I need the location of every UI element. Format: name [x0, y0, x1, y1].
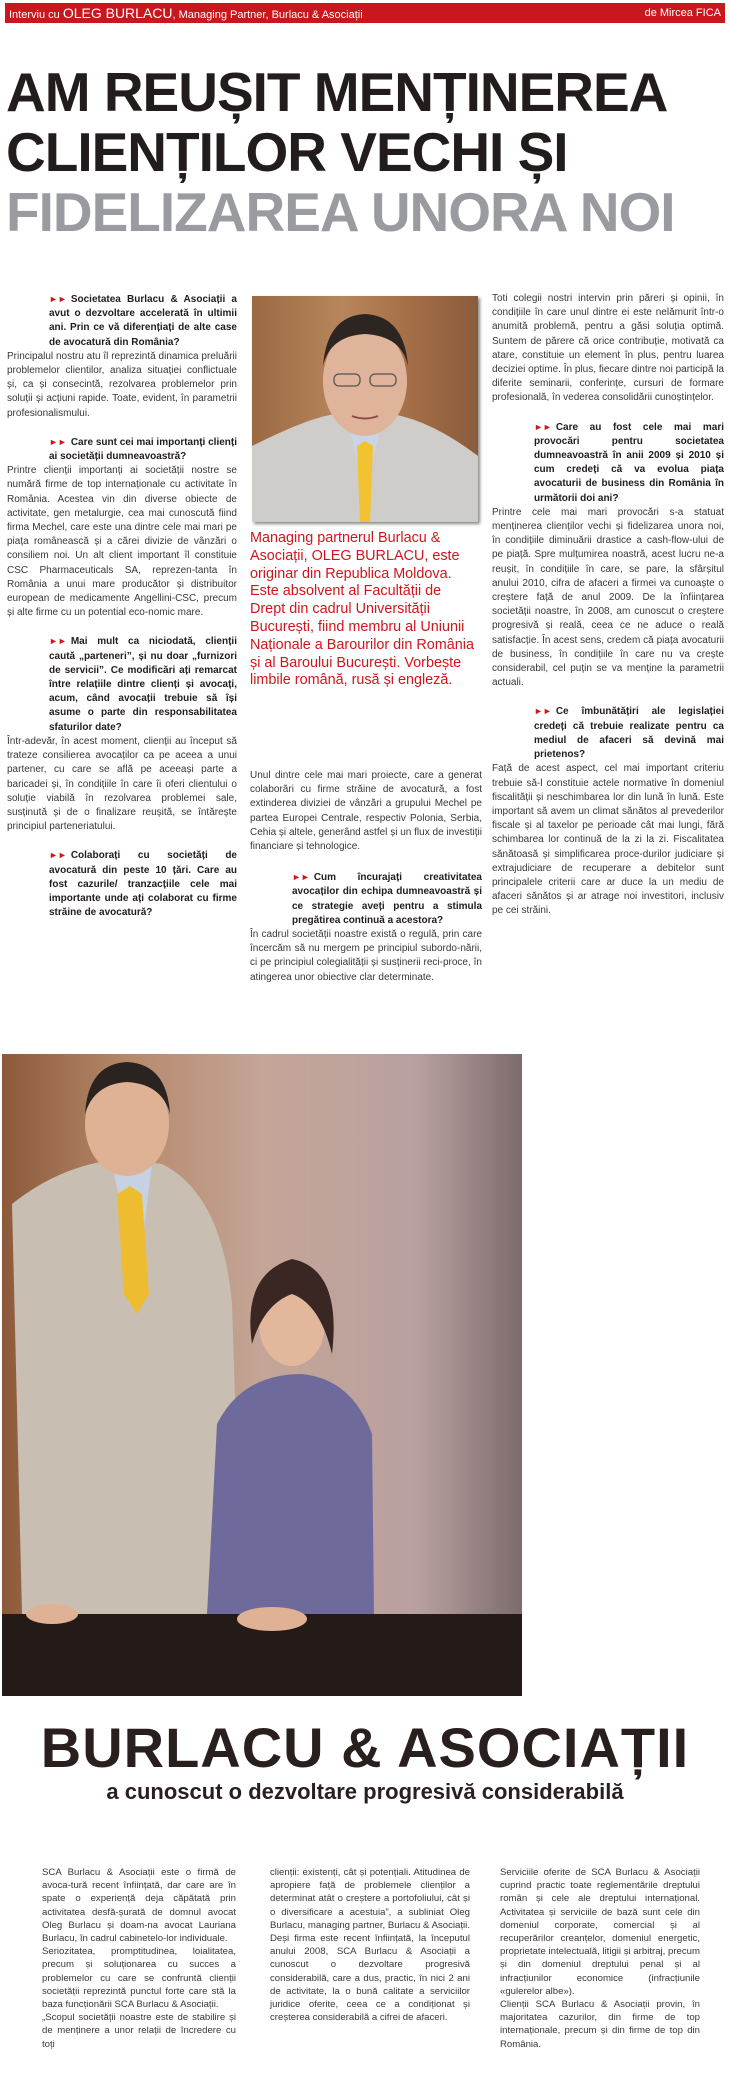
article-column-1: [7, 292, 237, 920]
headline-line-3: FIDELIZAREA UNORA NOI: [6, 181, 675, 243]
answer-3: Într-adevăr, în acest moment, clienții au început să trateze consilierea avocaților ca pe aceea a unui partener, cu care se află pe aceeași parte a baricadei și, în condițiile în care îi oferi clientului o soluție viabilă în rezolvarea problemei sale, susținută și de o finalizare reușită, se întărește principiul parteneriatului.: [7, 735, 237, 833]
firm-column-3: [500, 1866, 700, 2051]
question-6: ►► Care au fost cele mai mari provocări pentru societatea dumneavoastră în anii 2009 și 2010 și cum credeți că va evolua piața avocaturii de business din România în următorii doi ani?: [534, 421, 724, 504]
headline-line-2: CLIENȚILOR VECHI ȘI: [6, 121, 568, 183]
oleg-burlacu-portrait: [252, 296, 478, 522]
answer-2: Printre clienții importanți ai societății nostre se numără firme de top internaționale cu activitate în România. Acestea vin din diverse obiecte de activitate, gen metalurgie, cea mai cunoscută fiind firma Mechel, care este una dintre cele mai mari pe piața românească și a cărei divizie de vânzări o consiliem noi. Un alt client important îl constituie CSC Pharmaceuticals SA, reprezen-tanta în România a unui mare producător și distribuitor european de medicamente Angellini-CSC, precum și alte firme cu un potential eco-nomic mare.: [7, 465, 237, 619]
question-5: ►► Cum încurajați creativitatea avocaților din echipa dumneavoastră și ce strategie aveți pentru a stimula pregătirea continuă a acestora?: [292, 872, 482, 926]
double-arrow-right-icon: ►►: [49, 636, 67, 647]
double-arrow-right-icon: ►►: [49, 850, 67, 861]
answer-5: În cadrul societății noastre există o regulă, prin care încercăm să nu mergem pe principiul subordo-nării, ci pe principiul colegialității și susținerii reci-proce, în atingerea unor obiective clar determinate.: [250, 929, 482, 983]
firm-paragraph-6: Serviciile oferite de SCA Burlacu & Asociații cuprind practic toate reglementările dreptului român și cele ale dreptului internațional. Activitatea și serviciile de bază sunt cele din domeniul corporate, comercial și al recuperărilor creanțelor, domeniul energetic, proprietate intelectuală, litigii și arbitraj, precum și din domeniul dreptului penal și al infracțiunilor economice (infracțiunile «gulerelor albe»).: [500, 1867, 700, 1997]
double-arrow-right-icon: ►►: [49, 436, 67, 447]
firm-column-2: [270, 1866, 470, 2024]
firm-paragraph-5: Deși firma este recent înființată, la începutul anului 2008, SCA Burlacu & Asociații a cunoscut o dezvoltare progresivă considerabilă, care a dus, practic, în nici 2 ani de activitate, la o bună calitate a serviciilor juridice oferite, ceea ce a condiționat și creșterea considerabilă a cifrei de afaceri.: [270, 1933, 470, 2024]
answer-4: Unul dintre cele mai mari proiecte, care a generat colaborări cu firme străine de avocatură, a fost extinderea diviziei de vânzări a grupului Mechel pe partea Europei Centrale, respectiv Polonia, Serbia, Cehia și altele, generând astfel și un flux de investiții financiare și tehnologice.: [250, 770, 482, 853]
question-4: ►► Colaborați cu societăți de avocatură din peste 10 țări. Care au fost cazurile/ tranzacțiile cele mai importante unde ați colaborat cu firme străine de avocatură?: [49, 850, 237, 919]
portrait-caption: Managing partnerul Burlacu & Asociații, OLEG BURLACU, este originar din Republica Moldova. Este absolvent al Facultății de Drept din cadrul Universității București, fiind membru al Uniunii Naționale a Barourilor din România și al Baroului București. Vorbește limbile română, rusă și engleză.: [250, 530, 474, 689]
double-arrow-right-icon: ►►: [534, 706, 552, 717]
answer-6: Printre cele mai mari provocări s-a statuat menținerea clienților vechi și fidelizarea unora noi, în condițiile diminuării drastice a cash-flow-ului de pe piață. Spre mulțumirea noastră, acest lucru ne-a reușit, în condițiile în care, se pare, la sfârșitul anului 2010, cifra de afaceri a firmei va cunoaște o creștere față de anul 2009. De la înființarea societății noastre, în 2008, am cunoscut o creștere progresivă și reală, ceea ce ne aduce o reală satisfacție. În acest sens, credem că piața avocaturii de business, în condițiile în care nu va crește considerabil, cel puțin se va menține la parametrii actuali.: [492, 506, 724, 689]
question-2: ►► Care sunt cei mai importanți clienți ai societății dumneavoastră?: [49, 436, 237, 463]
question-3: ►► Mai mult ca niciodată, clienții caută „parteneri”, și nu doar „furnizori de servicii”. Ce modificări ați remarcat între relațiile dintre clienți și avocați, acum, când avocații trebuie să își asume o parte din responsabilitatea sfaturilor date?: [49, 636, 237, 733]
firm-paragraph-2: Seriozitatea, promptitudinea, loialitatea, precum și soluționarea cu succes a problemelor cu care se confruntă clienții societății reprezintă punctul forte care stă la baza funcționării SCA Burlacu & Asociații.: [42, 1946, 236, 2011]
firm-section-title: [0, 1718, 730, 1806]
headline-line-1: AM REUȘIT MENȚINEREA: [6, 61, 668, 123]
portrait-illustration: [252, 296, 478, 522]
interview-label: Interviu cu OLEG BURLACU, Managing Partner, Burlacu & Asociații: [9, 5, 363, 21]
firm-name-heading: BURLACU & ASOCIAȚII: [40, 1716, 690, 1779]
article-headline: [6, 62, 726, 242]
firm-subheading: a cunoscut o dezvoltare progresivă considerabilă: [106, 1779, 624, 1804]
double-arrow-right-icon: ►►: [49, 294, 67, 304]
answer-5-continued: Toti colegii nostri intervin prin păreri și opinii, în condițiile în care unul dintre ei este nelămurit într-o anumită problemă, pentru a găsi soluția optimă. Suntem de părere că orice contribuție, motivată ca atare, constituie un element în plus, pentru luarea deciziei optime. În plus, fiecare dintre noi participă la diferite seminarii, conferințe, cursuri de formare profesională, în vederea consolidării cunoștințelor.: [492, 293, 724, 404]
firm-paragraph-1: SCA Burlacu & Asociații este o firmă de avoca-tură recent înființată, dar care are în spate o experiență deja căpătată prin activitatea desfă-șurată de domnul avocat Oleg Burlacu și doam-na avocat Lauriana Burlacu, în cadrul cabinetelo-lor individuale.: [42, 1867, 236, 1945]
question-1: ►► Societatea Burlacu & Asociații a avut o dezvoltare accelerată în ultimii ani. Prin ce vă diferențiați de alte case de avocatură din România?: [49, 294, 237, 348]
double-arrow-right-icon: ►►: [292, 872, 310, 883]
partners-photo: [2, 1054, 522, 1696]
article-column-3: [492, 292, 724, 933]
question-7: ►► Ce îmbunătățiri ale legislației credeți că trebuie realizate pentru ca mediul de afaceri să devină mai prietenos?: [534, 706, 724, 761]
partners-photo-illustration: [2, 1054, 522, 1696]
firm-paragraph-7: Clienții SCA Burlacu & Asociații provin, în majoritatea cazurilor, din firme de top internaționale, precum și din firme de top din România.: [500, 1999, 700, 2050]
interview-header-bar: [5, 3, 725, 23]
double-arrow-right-icon: ►►: [534, 421, 552, 432]
article-column-2: [250, 769, 482, 999]
author-byline: de Mircea FICA: [644, 7, 721, 19]
firm-paragraph-4: clienții: existenți, cât și potențiali. Atitudinea de apropiere față de problemele clienților a determinat atât o creștere a portofoliului, cât și o diversificare a acestuia”, a subliniat Oleg Burlacu, managing partner, Burlacu & Asociații.: [270, 1867, 470, 1931]
firm-paragraph-3: „Scopul societății noastre este de stabilire și de menținere a unor relații de încredere cu toți: [42, 2012, 236, 2050]
answer-7: Față de acest aspect, cel mai important criteriu trebuie să-l constituie actele normative în domeniul fiscalității și neschimbarea lor din lună în lună. Este important să avem un climat sănătos al prevederilor fiscale și al taxelor pe perioade cât mai lungi, fără schimbarea lor continuă de la zi la zi. Fiscalitatea sănătoasă și simplificarea proce-durilor judiciare și extrajudiciare de recuperare a debitelor sunt principalele criterii care ar duce la un mediu de afaceri sănătos și ar atrage noi investitori, inclusiv pe cei străini.: [492, 763, 724, 917]
answer-1: Principalul nostru atu îl reprezintă dinamica preluării problemelor clientilor, analiza situației conflictuale și, ca și consecintă, rezolvarea problemelor prin soluții și acțiuni rapide. Toate, evident, în parametrii profesionalismului.: [7, 350, 237, 419]
firm-column-1: [42, 1866, 236, 2051]
